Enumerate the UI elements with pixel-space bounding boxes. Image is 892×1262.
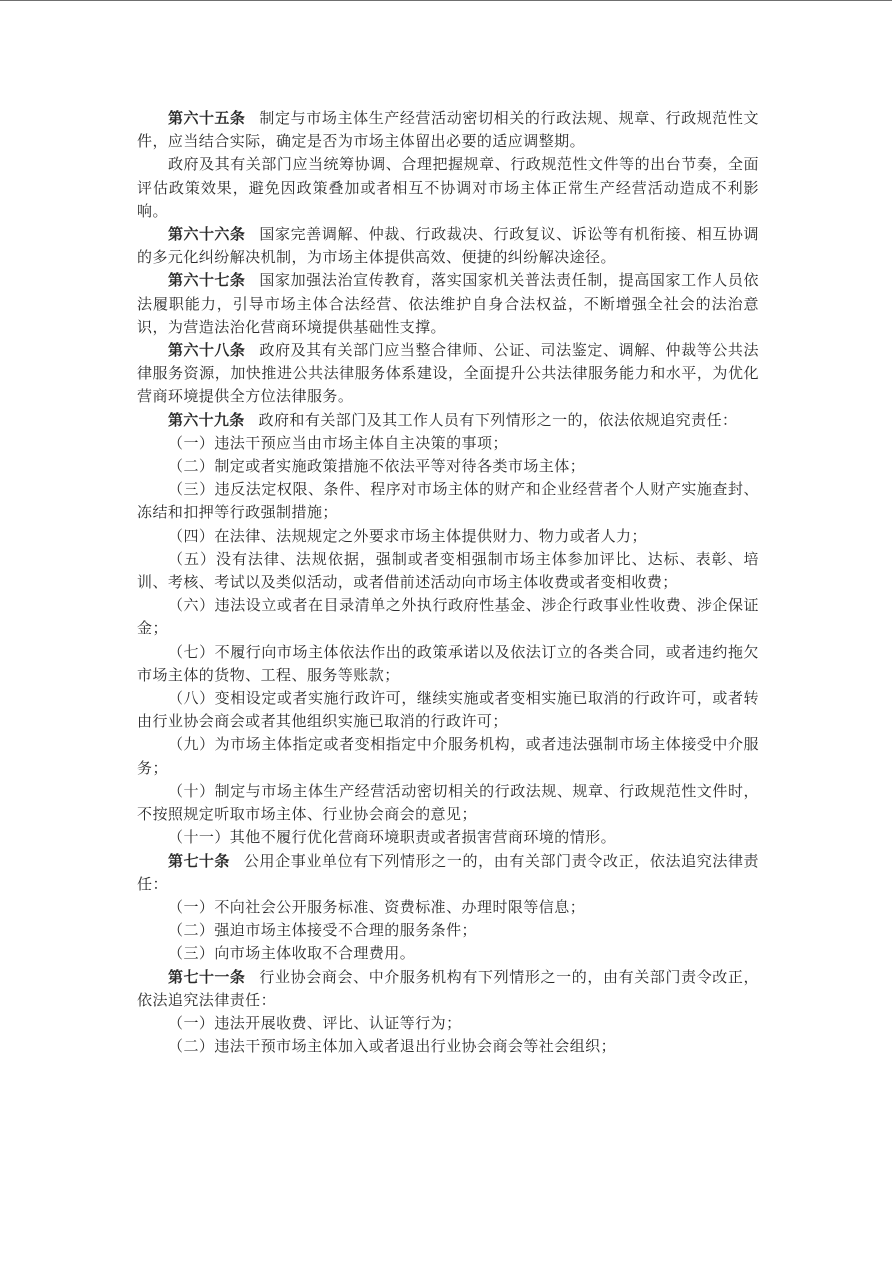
article-text: 政府和有关部门及其工作人员有下列情形之一的，依法依规追究责任：	[258, 410, 738, 429]
article-69-item-9: （九）为市场主体指定或者变相指定中介服务机构，或者违法强制市场主体接受中介服务；	[137, 735, 759, 777]
article-69-item-1: （一）违法干预应当由市场主体自主决策的事项；	[168, 433, 508, 452]
article-number: 第六十九条	[168, 410, 245, 429]
article-text: 制定与市场主体生产经营活动密切相关的行政法规、规章、行政规范性文件，应当结合实际，确定是否为市场主体留出必要的适应调整期。	[137, 109, 759, 151]
article-text: 行业协会商会、中介服务机构有下列情形之一的，由有关部门责令改正，依法追究法律责任：	[137, 967, 759, 1009]
article-69-item-2: （二）制定或者实施政策措施不依法平等对待各类市场主体；	[168, 457, 586, 476]
article-text: 政府及其有关部门应当整合律师、公证、司法鉴定、调解、仲裁等公共法律服务资源，加快推进公共法律服务体系建设，全面提升公共法律服务能力和水平，为优化营商环境提供全方位法律服务。	[137, 341, 759, 406]
article-66-paragraph-1	[137, 223, 759, 269]
top-border-line	[0, 0, 892, 1]
article-text: 公用企事业单位有下列情形之一的，由有关部门责令改正，依法追究法律责任：	[137, 851, 760, 893]
article-69-item-11: （十一）其他不履行优化营商环境职责或者损害营商环境的情形。	[168, 828, 617, 847]
article-number: 第六十八条	[168, 341, 246, 360]
article-69-item-10: （十）制定与市场主体生产经营活动密切相关的行政法规、规章、行政规范性文件时，不按照规定听取市场主体、行业协会商会的意见；	[137, 781, 759, 824]
article-70-item-2: （二）强迫市场主体接受不合理的服务条件；	[168, 921, 478, 940]
article-71-paragraph-1	[137, 966, 759, 1012]
article-69-item-4: （四）在法律、法规规定之外要求市场主体提供财力、物力或者人力；	[168, 526, 647, 545]
article-number: 第六十六条	[168, 225, 246, 244]
article-69-item-6: （六）违法设立或者在目录清单之外执行政府性基金、涉企行政事业性收费、涉企保证金；	[137, 596, 759, 638]
regulation-text	[137, 107, 759, 1058]
article-number: 第六十七条	[168, 271, 246, 290]
article-69-item-3: （三）违反法定权限、条件、程序对市场主体的财产和企业经营者个人财产实施查封、冻结和扣押等行政强制措施；	[137, 480, 759, 522]
article-67-paragraph-1	[137, 269, 759, 339]
article-71-item-1: （一）违法开展收费、评比、认证等行为；	[168, 1013, 462, 1032]
article-70-item-3: （三）向市场主体收取不合理费用。	[168, 944, 416, 963]
article-68-paragraph-1	[137, 339, 759, 409]
article-text: 国家完善调解、仲裁、行政裁决、行政复议、诉讼等有机衔接、相互协调的多元化纠纷解决机制，为市场主体提供高效、便捷的纠纷解决途径。	[137, 225, 759, 267]
article-number: 第七十一条	[168, 967, 246, 986]
article-number: 第七十条	[168, 851, 230, 870]
article-65-paragraph-1	[137, 107, 759, 153]
article-70-paragraph-1	[137, 850, 759, 896]
article-text: 国家加强法治宣传教育，落实国家机关普法责任制，提高国家工作人员依法履职能力，引导市场主体合法经营、依法维护自身合法权益，不断增强全社会的法治意识，为营造法治化营商环境提供基础性支撑。	[137, 271, 759, 336]
article-69-item-7: （七）不履行向市场主体依法作出的政策承诺以及依法订立的各类合同，或者违约拖欠市场主体的货物、工程、服务等账款；	[137, 642, 759, 684]
article-65-paragraph-2: 政府及其有关部门应当统筹协调、合理把握规章、行政规范性文件等的出台节奏，全面评估政策效果，避免因政策叠加或者相互不协调对市场主体正常生产经营活动造成不利影响。	[137, 155, 759, 220]
article-69-item-8: （八）变相设定或者实施行政许可，继续实施或者变相实施已取消的行政许可，或者转由行业协会商会或者其他组织实施已取消的行政许可；	[137, 689, 759, 731]
article-71-item-2: （二）违法干预市场主体加入或者退出行业协会商会等社会组织；	[168, 1037, 617, 1056]
article-70-item-1: （一）不向社会公开服务标准、资费标准、办理时限等信息；	[168, 897, 586, 916]
article-69-item-5: （五）没有法律、法规依据，强制或者变相强制市场主体参加评比、达标、表彰、培训、考核、考试以及类似活动，或者借前述活动向市场主体收费或者变相收费；	[137, 549, 759, 592]
article-69-paragraph-1	[137, 409, 759, 432]
article-number: 第六十五条	[168, 109, 246, 127]
